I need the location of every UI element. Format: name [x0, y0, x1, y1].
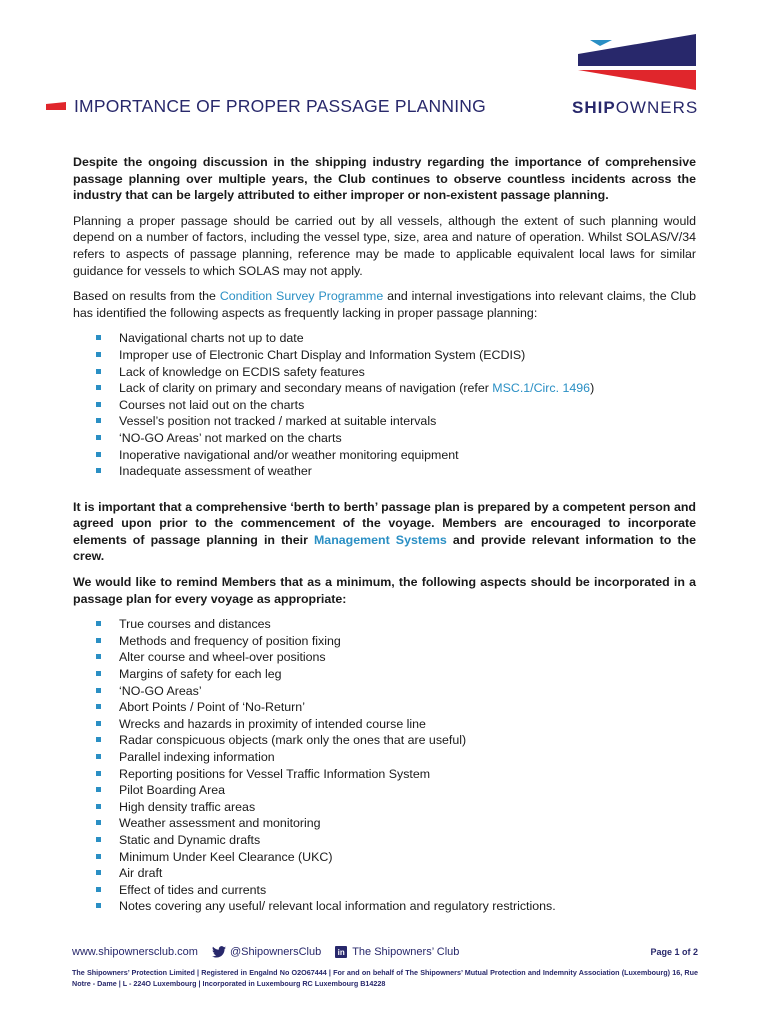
berth-paragraph: It is important that a comprehensive ‘berth to berth’ passage plan is prepared by a competent person and agreed upon prior to the commencement of the voyage. Members are encouraged to incorporate elements of passage planning in their Management Systems and provide relevant information to the crew.	[73, 499, 696, 564]
footer-links	[72, 946, 698, 958]
page-number: Page 1 of 2	[650, 947, 698, 957]
condition-survey-link[interactable]: Condition Survey Programme	[219, 289, 384, 304]
list-item: Alter course and wheel-over positions	[73, 649, 696, 666]
linkedin-icon: in	[335, 946, 347, 958]
list-item: Wrecks and hazards in proximity of intended course line	[73, 716, 696, 733]
list-item: ‘NO-GO Areas’	[73, 683, 696, 700]
list-item: Inadequate assessment of weather	[73, 463, 696, 480]
list-item: Improper use of Electronic Chart Display and Information System (ECDIS)	[73, 347, 696, 364]
linkedin-link[interactable]: in The Shipowners’ Club	[335, 946, 459, 958]
required-aspects-list	[73, 616, 696, 915]
remind-paragraph: We would like to remind Members that as a minimum, the following aspects should be incorporated in a passage plan for every voyage as appropriate:	[73, 575, 696, 606]
twitter-link[interactable]: @ShipownersClub	[212, 946, 321, 958]
list-item: Methods and frequency of position fixing	[73, 633, 696, 650]
list-item: Abort Points / Point of ‘No-Return’	[73, 699, 696, 716]
shipowners-logo	[572, 32, 706, 122]
lacking-aspects-list	[73, 330, 696, 479]
list-item: Margins of safety for each leg	[73, 666, 696, 683]
list-item: Weather assessment and monitoring	[73, 815, 696, 832]
title-row	[46, 96, 486, 117]
list-item: High density traffic areas	[73, 799, 696, 816]
list-item: Lack of knowledge on ECDIS safety features	[73, 364, 696, 381]
intro-paragraph-2: Planning a proper passage should be carried out by all vessels, although the extent of such planning would depend on a number of factors, including the vessel type, size, area and nature of operation. Whilst SOLAS/V/34 refers to aspects of passage planning, reference may be made to applicable equivalent local laws for similar guidance for vessels to which SOLAS may not apply.	[73, 213, 696, 278]
list-item: Effect of tides and currents	[73, 882, 696, 899]
twitter-icon	[212, 946, 226, 958]
list-item: Static and Dynamic drafts	[73, 832, 696, 849]
list-item: Air draft	[73, 865, 696, 882]
list-item: Notes covering any useful/ relevant local information and regulatory restrictions.	[73, 898, 696, 915]
list-item: Radar conspicuous objects (mark only the ones that are useful)	[73, 732, 696, 749]
list-item: ‘NO-GO Areas’ not marked on the charts	[73, 430, 696, 447]
document-body	[73, 154, 696, 924]
list-item: Reporting positions for Vessel Traffic Information System	[73, 766, 696, 783]
list-item: Minimum Under Keel Clearance (UKC)	[73, 849, 696, 866]
intro-lead-paragraph: Despite the ongoing discussion in the shipping industry regarding the importance of comprehensive passage planning over multiple years, the Club continues to observe countless incidents across the industry that can be largely attributed to either improper or non-existent passage planning.	[73, 155, 696, 203]
website-link[interactable]: www.shipownersclub.com	[72, 946, 198, 958]
list-item: Pilot Boarding Area	[73, 782, 696, 799]
intro-paragraph-3: Based on results from the Condition Survey Programme and internal investigations into relevant claims, the Club has identified the following aspects as frequently lacking in proper passage planning:	[73, 289, 696, 320]
list-item: Inoperative navigational and/or weather monitoring equipment	[73, 447, 696, 464]
list-item: Parallel indexing information	[73, 749, 696, 766]
list-item: Navigational charts not up to date	[73, 330, 696, 347]
flag-emblem-icon	[572, 32, 706, 94]
page-title: IMPORTANCE OF PROPER PASSAGE PLANNING	[74, 96, 486, 116]
list-item: Lack of clarity on primary and secondary means of navigation (refer MSC.1/Circ. 1496)	[73, 380, 696, 397]
list-item: Vessel’s position not tracked / marked at suitable intervals	[73, 413, 696, 430]
list-item: True courses and distances	[73, 616, 696, 633]
list-item: Courses not laid out on the charts	[73, 397, 696, 414]
red-flag-icon	[46, 102, 66, 112]
management-systems-link[interactable]: Management Systems	[313, 532, 447, 547]
msc-circ-link[interactable]: MSC.1/Circ. 1496	[492, 381, 591, 396]
legal-notice: The Shipowners’ Protection Limited | Registered in Engalnd No O2O67444 | For and on behalf of The Shipowners’ Mutual Protection and Indemnity Association (Luxembourg) 16, Rue Notre - Dame | L - 224O Luxembourg | Incorporated in Luxembourg RC Luxembourg B14228	[72, 968, 698, 988]
footer	[72, 946, 698, 989]
logo-wordmark: SHIPOWNERS	[572, 98, 699, 117]
